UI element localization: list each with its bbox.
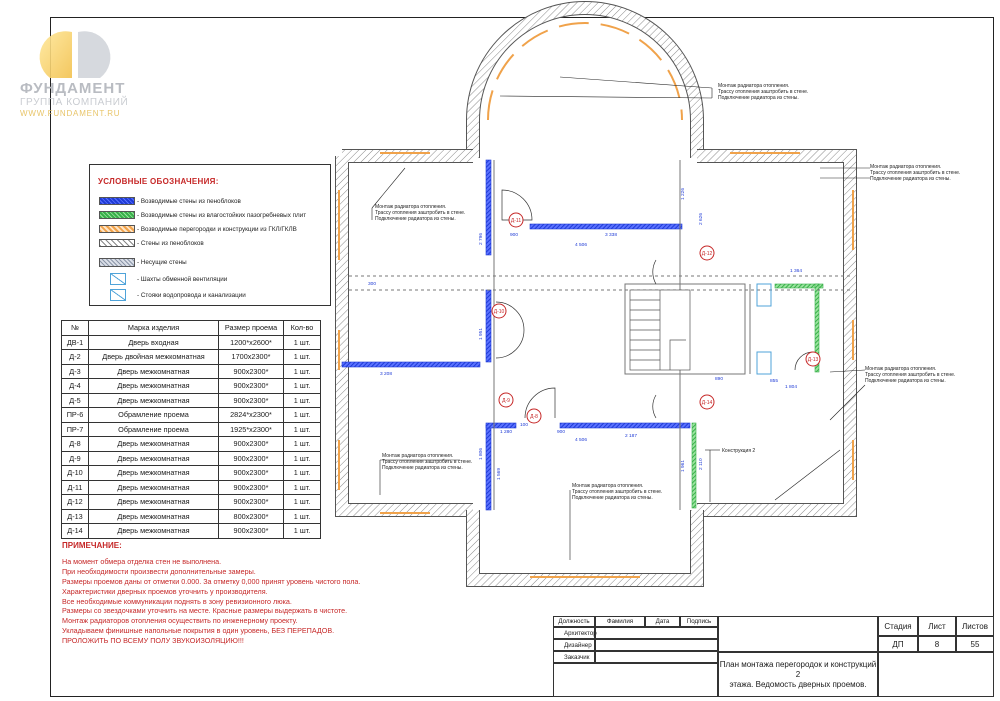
dimension-label: 1 364 xyxy=(790,269,803,274)
door-tag: Д-14 xyxy=(701,400,713,406)
tb-empty xyxy=(595,651,718,663)
table-cell: Д-3 xyxy=(62,364,89,379)
callout-text: Монтаж радиатора отопления. xyxy=(718,83,790,89)
tb-header: Фамилия xyxy=(595,616,645,627)
tb-empty xyxy=(718,616,878,652)
table-cell: Д-13 xyxy=(62,509,89,524)
door-tag: Д-8 xyxy=(530,414,538,420)
swatch-green xyxy=(99,211,135,219)
dimension-label: 900 xyxy=(557,430,566,435)
dimensions xyxy=(368,188,802,480)
dimension-label: 3 208 xyxy=(380,372,393,377)
drawing-title-line: План монтажа перегородок и конструкций 2 xyxy=(719,659,877,679)
table-cell: Дверь межкомнатная xyxy=(89,451,219,466)
table-cell: 1 шт. xyxy=(284,466,321,481)
dimension-label: 100 xyxy=(520,423,529,428)
sheets-label: Листов xyxy=(956,616,994,636)
callout-text: Подключение радиатора из стены. xyxy=(718,95,799,101)
legend-label: - Стены из пеноблоков xyxy=(137,239,204,247)
legend-item xyxy=(99,290,246,300)
note-line: Укладываем финишные напольные покрытия в один уровень, БЕЗ ПЕРЕПАДОВ. xyxy=(62,626,335,636)
legend-item xyxy=(99,224,297,234)
table-cell: 900х2300* xyxy=(219,379,284,394)
dimension-label: 855 xyxy=(770,379,779,384)
table-cell: 900х2300* xyxy=(219,495,284,510)
table-cell: Д-12 xyxy=(62,495,89,510)
dimension-label: 1 226 xyxy=(681,187,686,200)
dimension-label: 4 506 xyxy=(575,243,588,248)
logo-subtitle: ГРУППА КОМПАНИЙ xyxy=(20,97,129,108)
table-cell: 900х2300* xyxy=(219,451,284,466)
staircase xyxy=(630,290,690,370)
notes xyxy=(62,541,360,646)
note-line: Монтаж радиаторов отопления осуществить по инженерному проекту. xyxy=(62,616,298,626)
table-cell: Дверь входная xyxy=(89,335,219,350)
callout-text: Трассу отопления заштробить в стене. xyxy=(375,210,466,216)
table-cell: Дверь межкомнатная xyxy=(89,466,219,481)
tb-header: Подпись xyxy=(680,616,718,627)
table-row xyxy=(62,437,321,452)
table-cell: 1 шт. xyxy=(284,350,321,365)
stage-value: ДП xyxy=(878,636,918,652)
swatch-orange xyxy=(99,225,135,233)
dimension-label: 1 569 xyxy=(497,467,502,480)
table-cell: 1 шт. xyxy=(284,437,321,452)
table-row xyxy=(62,466,321,481)
table-cell: 1 шт. xyxy=(284,422,321,437)
note-line: Характеристики дверных проемов уточнить у производителя. xyxy=(62,586,268,596)
dimension-label: 2 110 xyxy=(699,458,704,470)
table-cell: Д-10 xyxy=(62,466,89,481)
table-cell: 900х2300* xyxy=(219,480,284,495)
table-cell: Обрамление проема xyxy=(89,408,219,423)
note-line: Размеры проемов даны от отметки 0.000. За отметку 0,000 принят уровень чистого пола. xyxy=(62,576,361,586)
table-cell: Дверь межкомнатная xyxy=(89,524,219,539)
table-cell: Дверь межкомнатная xyxy=(89,379,219,394)
table-cell: 900х2300* xyxy=(219,364,284,379)
door-tag: Д-12 xyxy=(701,251,713,257)
water-riser-icon xyxy=(110,289,126,301)
table-cell: ПР-6 xyxy=(62,408,89,423)
callout-text: Монтаж радиатора отопления. xyxy=(382,453,454,459)
legend-title: УСЛОВНЫЕ ОБОЗНАЧЕНИЯ: xyxy=(98,177,219,186)
vent-shaft-icon xyxy=(110,273,126,285)
legend-label: - Шахты обменной вентиляции xyxy=(137,275,228,283)
door-tag: Д-9 xyxy=(502,398,510,404)
tb-empty xyxy=(553,663,718,697)
table-cell: 900х2300* xyxy=(219,466,284,481)
dimension-label: 4 506 xyxy=(575,438,588,443)
legend-item xyxy=(99,210,306,220)
dimension-label: 1 951 xyxy=(479,327,484,340)
table-row xyxy=(62,451,321,466)
table-cell: 1 шт. xyxy=(284,524,321,539)
dimension-label: 900 xyxy=(510,233,519,238)
floor-plan xyxy=(320,40,961,600)
callout-text: Монтаж радиатора отопления. xyxy=(870,164,942,170)
legend-label: - Несущие стены xyxy=(137,258,187,266)
table-cell: Д-4 xyxy=(62,379,89,394)
callout-text: Трассу отопления заштробить в стене. xyxy=(718,89,809,95)
callout-text: Трассу отопления заштробить в стене. xyxy=(865,372,956,378)
table-cell: 1 шт. xyxy=(284,393,321,408)
sheets-value: 55 xyxy=(956,636,994,652)
door-tag: Д-13 xyxy=(807,357,819,363)
table-cell: 900х2300* xyxy=(219,437,284,452)
callout-text: Подключение радиатора из стены. xyxy=(382,465,463,471)
table-cell: Дверь межкомнатная xyxy=(89,480,219,495)
logo-name: ФУНДАМЕНТ xyxy=(20,80,126,97)
callout-text: Монтаж радиатора отопления. xyxy=(572,483,644,489)
door-tag: Д-11 xyxy=(510,218,522,224)
dimension-label: 1 806 xyxy=(479,447,484,460)
legend-label: - Стояки водопровода и канализации xyxy=(137,291,246,299)
notes-title: ПРИМЕЧАНИЕ: xyxy=(62,541,122,550)
table-cell: 800х2300* xyxy=(219,509,284,524)
tb-header: Дата xyxy=(645,616,680,627)
table-cell: ДВ-1 xyxy=(62,335,89,350)
dimension-label: 2 626 xyxy=(699,212,704,225)
title-block xyxy=(553,616,994,697)
swatch-blue xyxy=(99,197,135,205)
tb-role: Дизайнер xyxy=(553,639,595,651)
legend-label: - Возводимые перегородки и конструкции из ГКЛ/ГКЛВ xyxy=(137,225,297,233)
dimension-label: 1 280 xyxy=(500,430,513,435)
tb-role: Архитектор xyxy=(553,627,595,639)
callout-text: Подключение радиатора из стены. xyxy=(375,216,456,222)
dimension-label: 3 338 xyxy=(605,233,618,238)
tb-role: Заказчик xyxy=(553,651,595,663)
table-cell: 1 шт. xyxy=(284,335,321,350)
callout-text: Подключение радиатора из стены. xyxy=(572,495,653,501)
note-line: Все необходимые коммуникации поднять в зону ревизионного люка. xyxy=(62,596,292,606)
table-cell: Д-8 xyxy=(62,437,89,452)
legend-label: - Возводимые стены из пеноблоков xyxy=(137,197,241,205)
table-cell: Д-11 xyxy=(62,480,89,495)
table-cell: Д-9 xyxy=(62,451,89,466)
table-cell: Обрамление проема xyxy=(89,422,219,437)
door-tag: Д-10 xyxy=(493,309,505,315)
table-row xyxy=(62,422,321,437)
table-row xyxy=(62,509,321,524)
logo-mark-right xyxy=(78,31,110,78)
table-cell: Дверь межкомнатная xyxy=(89,437,219,452)
table-row xyxy=(62,379,321,394)
table-row xyxy=(62,408,321,423)
table-cell: 1 шт. xyxy=(284,495,321,510)
table-cell: Дверь межкомнатная xyxy=(89,509,219,524)
note-line: ПРОЛОЖИТЬ ПО ВСЕМУ ПОЛУ ЗВУКОИЗОЛЯЦИЮ!!! xyxy=(62,636,244,646)
table-cell: Д-2 xyxy=(62,350,89,365)
table-row xyxy=(62,524,321,539)
dimension-label: 1 961 xyxy=(681,459,686,472)
table-cell: Дверь межкомнатная xyxy=(89,495,219,510)
table-cell: Дверь двойная межкомнатная xyxy=(89,350,219,365)
logo-site: WWW.FUNDAMENT.RU xyxy=(20,109,121,118)
table-cell: 1 шт. xyxy=(284,379,321,394)
sheet-label: Лист xyxy=(918,616,956,636)
note-line: При необходимости произвести дополнительные замеры. xyxy=(62,566,256,576)
table-cell: 1200*х2600* xyxy=(219,335,284,350)
dimension-label: 2 796 xyxy=(479,232,484,245)
logo-mark-left xyxy=(40,31,72,78)
tb-header: Должность xyxy=(553,616,595,627)
dimension-label: 1 804 xyxy=(785,385,798,390)
legend-label: - Возводимые стены из влагостойких пазогребневых плит xyxy=(137,211,307,219)
callout-text: Монтаж радиатора отопления. xyxy=(865,366,937,372)
table-cell: 900х2300* xyxy=(219,393,284,408)
callout-text: Трассу отопления заштробить в стене. xyxy=(382,459,473,465)
col-header: № xyxy=(62,321,89,336)
table-cell: Дверь межкомнатная xyxy=(89,364,219,379)
sheet-value: 8 xyxy=(918,636,956,652)
callout-text: Конструкция 2 xyxy=(722,448,756,454)
swatch-load-bearing xyxy=(99,258,135,267)
dimension-label: 890 xyxy=(715,377,724,382)
table-cell: 1700х2300* xyxy=(219,350,284,365)
tb-empty xyxy=(878,652,994,697)
callout-text: Трассу отопления заштробить в стене. xyxy=(870,170,961,176)
table-cell: 1925*х2300* xyxy=(219,422,284,437)
col-header: Марка изделия xyxy=(89,321,219,336)
table-cell: Дверь межкомнатная xyxy=(89,393,219,408)
legend-item xyxy=(99,238,204,248)
table-cell: Д-5 xyxy=(62,393,89,408)
legend-item xyxy=(99,274,227,284)
callout-text: Подключение радиатора из стены. xyxy=(865,378,946,384)
callout-text: Монтаж радиатора отопления. xyxy=(375,204,447,210)
table-row xyxy=(62,393,321,408)
callout-text: Подключение радиатора из стены. xyxy=(870,176,951,182)
legend xyxy=(89,164,331,306)
drawing-title xyxy=(718,652,878,697)
table-cell: 1 шт. xyxy=(284,451,321,466)
table-cell: 1 шт. xyxy=(284,480,321,495)
table-cell: 900х2300* xyxy=(219,524,284,539)
col-header: Кол-во xyxy=(284,321,321,336)
dimension-label: 2 187 xyxy=(625,434,638,439)
drawing-title-line: этажа. Ведомость дверных проемов. xyxy=(729,679,867,689)
dimension-label: 300 xyxy=(368,282,377,287)
tb-empty xyxy=(595,639,718,651)
note-line: Размеры со звездочками уточнить на месте. Красные размеры выдержать в чистоте. xyxy=(62,606,348,616)
table-row xyxy=(62,335,321,350)
legend-item xyxy=(99,196,241,206)
table-cell: Д-14 xyxy=(62,524,89,539)
tb-empty xyxy=(595,627,718,639)
legend-item xyxy=(99,257,187,267)
table-cell: 1 шт. xyxy=(284,364,321,379)
callout-text: Трассу отопления заштробить в стене. xyxy=(572,489,663,495)
stage-label: Стадия xyxy=(878,616,918,636)
table-row xyxy=(62,350,321,365)
table-cell: 1 шт. xyxy=(284,509,321,524)
table-row xyxy=(62,364,321,379)
col-header: Размер проема xyxy=(219,321,284,336)
table-row xyxy=(62,495,321,510)
table-row xyxy=(62,480,321,495)
swatch-hatch xyxy=(99,239,135,247)
table-cell: ПР-7 xyxy=(62,422,89,437)
table-cell: 2824*х2300* xyxy=(219,408,284,423)
door-schedule xyxy=(61,320,321,539)
green-partitions xyxy=(692,284,823,508)
note-line: На момент обмера отделка стен не выполнена. xyxy=(62,556,222,566)
table-cell: 1 шт. xyxy=(284,408,321,423)
